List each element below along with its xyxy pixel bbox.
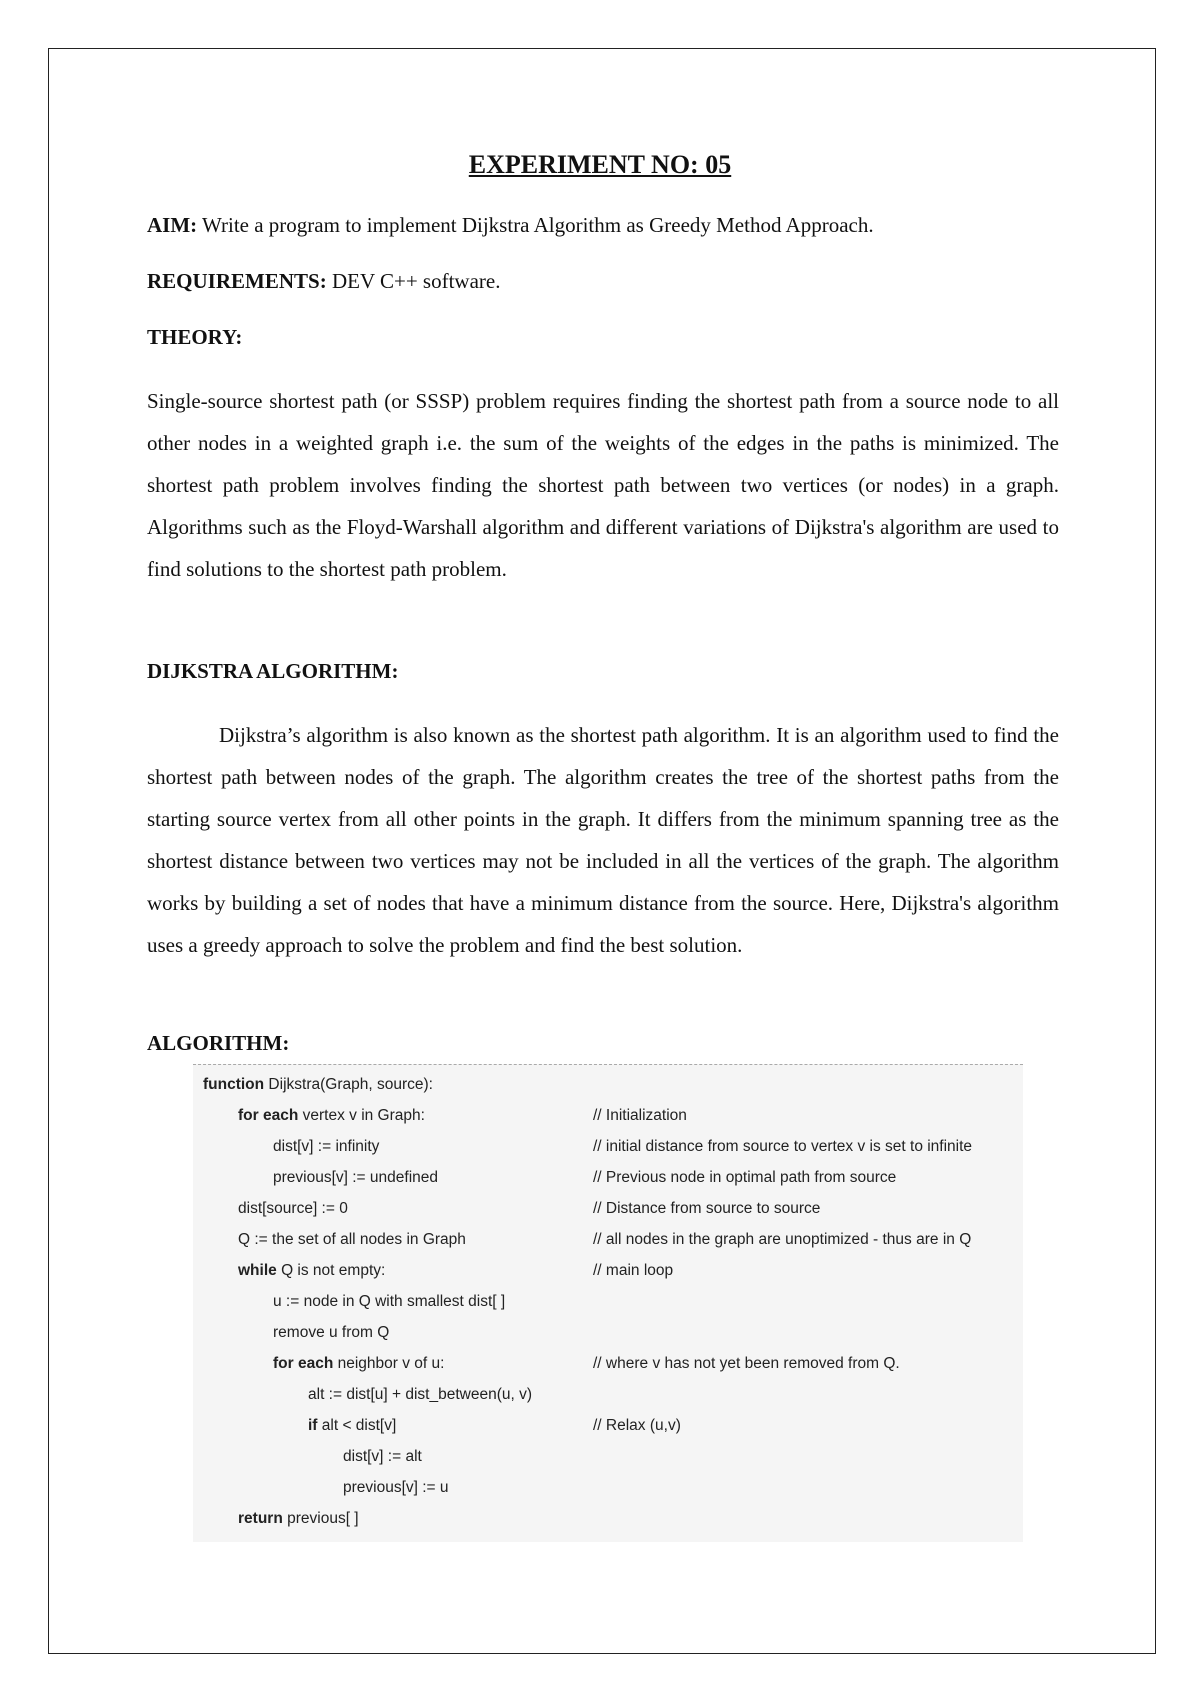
aim-text: Write a program to implement Dijkstra Algorithm as Greedy Method Approach. [197, 213, 874, 237]
algo-line-12: if alt < dist[v] [308, 1417, 397, 1434]
algo-line-11: alt := dist[u] + dist_between(u, v) [308, 1386, 533, 1403]
algo-comment-7: // main loop [593, 1262, 674, 1279]
algo-line-10: for each neighbor v of u: [273, 1355, 445, 1372]
algo-comment-6: // all nodes in the graph are unoptimized - thus are in Q [593, 1231, 972, 1248]
algo-comment-3: // initial distance from source to vertex v is set to infinite [593, 1138, 973, 1155]
algo-comment-5: // Distance from source to source [593, 1200, 821, 1217]
page-title: EXPERIMENT NO: 05 [468, 150, 732, 179]
algo-line-3: dist[v] := infinity [273, 1138, 380, 1155]
algo-line-7: while Q is not empty: [238, 1262, 386, 1279]
algorithm-heading: ALGORITHM: [147, 1031, 290, 1055]
algo-comment-4: // Previous node in optimal path from source [593, 1169, 897, 1186]
algo-comment-12: // Relax (u,v) [593, 1417, 681, 1434]
requirements-label: REQUIREMENTS: [147, 269, 327, 293]
algo-line-8: u := node in Q with smallest dist[ ] [273, 1293, 506, 1310]
algorithm-pseudocode-box [193, 1064, 1023, 1542]
aim-line [147, 204, 1059, 246]
algo-line-6: Q := the set of all nodes in Graph [238, 1231, 466, 1248]
algo-line-14: previous[v] := u [343, 1479, 449, 1496]
algo-line-13: dist[v] := alt [343, 1448, 422, 1465]
algo-line-4: previous[v] := undefined [273, 1169, 439, 1186]
theory-heading: THEORY: [147, 325, 243, 349]
dijkstra-text: Dijkstra’s algorithm is also known as the shortest path algorithm. It is an algorithm used to find the shortest path between nodes of the graph. The algorithm creates the tree of the shortest paths from the starting source vertex from all other points in the graph. It differs from the minimum spanning tree as the shortest distance between two vertices may not be included in all the vertices of the graph. The algorithm works by building a set of nodes that have a minimum distance from the source. Here, Dijkstra's algorithm uses a greedy approach to solve the problem and find the best solution. [147, 723, 1059, 957]
requirements-line [147, 260, 1059, 302]
theory-paragraph [147, 380, 1059, 590]
algo-line-9: remove u from Q [273, 1324, 390, 1341]
algo-line-1: function Dijkstra(Graph, source): [203, 1076, 433, 1093]
algo-line-15: return previous[ ] [238, 1510, 359, 1527]
requirements-text: DEV C++ software. [326, 269, 501, 293]
dijkstra-paragraph [147, 714, 1059, 966]
algo-line-2: for each vertex v in Graph: [238, 1107, 425, 1124]
theory-text: Single-source shortest path (or SSSP) problem requires finding the shortest path from a source node to all other nodes in a weighted graph i.e. the sum of the weights of the edges in the paths is minimized. The shortest path problem involves finding the shortest path between two vertices (or nodes) in a graph. Algorithms such as the Floyd-Warshall algorithm and different variations of Dijkstra's algorithm are used to find solutions to the shortest path problem. [147, 389, 1059, 581]
algo-comment-2: // Initialization [593, 1107, 687, 1124]
algo-comment-10: // where v has not yet been removed from Q. [593, 1355, 900, 1372]
dijkstra-heading: DIJKSTRA ALGORITHM: [147, 659, 399, 683]
aim-label: AIM: [147, 213, 198, 237]
algo-line-5: dist[source] := 0 [238, 1200, 348, 1217]
